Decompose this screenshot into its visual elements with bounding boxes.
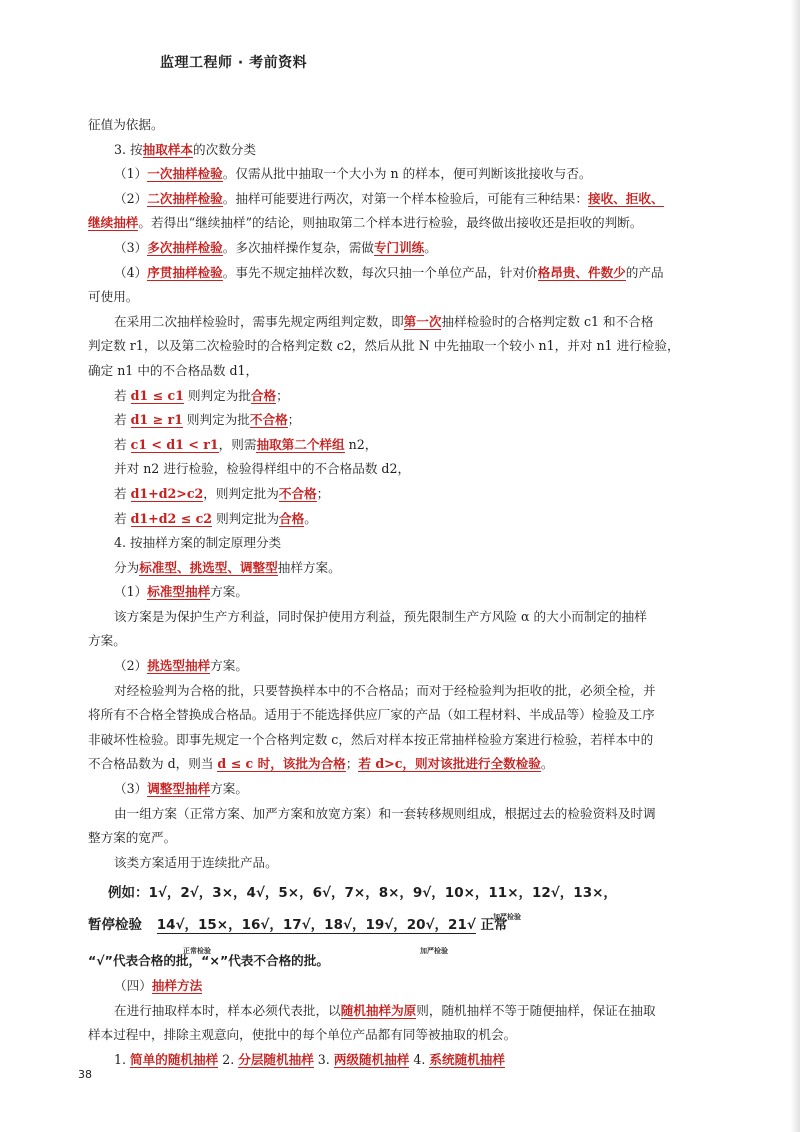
rule-line: 若 d1 ≥ r1 则判定为批不合格； <box>114 412 301 428</box>
text-line: 对经检验判为合格的批，只要替换样本中的不合格品；而对于经检验判为拒收的批，必须全检，并 <box>114 682 656 698</box>
rule-line: 若 c1 < d1 < r1，则需抽取第二个样组 n2， <box>114 436 378 452</box>
text-line: （4）序贯抽样检验。事先不规定抽样次数，每次只抽一个单位产品，针对价格昂贵、件数少的产品 <box>114 264 664 280</box>
text-line: 确定 n1 中的不合格品数 d1， <box>88 362 259 378</box>
suspend-label: 暂停检验 <box>88 917 142 934</box>
text-line: 由一组方案（正常方案、加严方案和放宽方案）和一套转移规则组成，根据过去的检验资料及时调 <box>114 805 656 821</box>
text-line: 该方案是为保护生产方利益，同时保护使用方利益，预先限制生产方风险 α 的大小而制定的抽样 <box>114 608 647 624</box>
text-line: 将所有不合格全替换成合格品。适用于不能选择供应厂家的产品（如工程材料、半成品等）检验及工序 <box>88 707 655 723</box>
text-line: 征值为依据。 <box>88 117 164 132</box>
example-line-2 <box>88 913 508 938</box>
rule-line: 若 d1 ≤ c1 则判定为批合格； <box>114 387 289 403</box>
text-line: 非破坏性检验。即事先规定一个合格判定数 c，然后对样本按正常抽样检验方案进行检验，若样本中的 <box>88 731 654 747</box>
document-body <box>88 113 718 1072</box>
text-line: 不合格品数为 d，则当 d ≤ c 时，该批为合格；若 d>c，则对该批进行全数检验。 <box>88 756 554 772</box>
rule-line: 若 d1+d2>c2，则判定批为不合格； <box>114 485 330 501</box>
text-line: 分为标准型、挑选型、调整型抽样方案。 <box>114 559 341 575</box>
text-line: （3）多次抽样检验。多次抽样操作复杂，需做专门训练。 <box>114 239 437 255</box>
section-heading: 3. 按抽取样本的次数分类 <box>114 141 256 157</box>
text-line: 方案。 <box>88 633 126 649</box>
note-tightened-1: 加严检验 <box>493 913 521 922</box>
page-header: 监理工程师 · 考前资料 <box>160 55 308 71</box>
text-line: 在采用二次抽样检验时，需事先规定两组判定数，即第一次抽样检验时的合格判定数 c1 和不合格 <box>114 313 654 329</box>
rule-line: 若 d1+d2 ≤ c2 则判定批为合格。 <box>114 510 317 526</box>
text-line: （3）调整型抽样方案。 <box>114 781 248 797</box>
text-line: 可使用。 <box>88 289 139 305</box>
text-line: （1）标准型抽样方案。 <box>114 584 248 600</box>
page-edge-shadow <box>790 0 800 1132</box>
section-heading: （四）抽样方法 <box>114 978 203 993</box>
text-line: （2）挑选型抽样方案。 <box>114 658 248 674</box>
text-line: 该类方案适用于连续批产品。 <box>114 854 278 870</box>
text-line: 样本过程中，排除主观意向，使批中的每个单位产品都有同等被抽取的机会。 <box>88 1027 517 1043</box>
example-block <box>88 875 718 956</box>
sequence-underlined: 14√，15×，16√，17√，18√，19√，20√，21√ <box>156 917 476 934</box>
note-tightened-2: 加严检验 <box>420 947 448 956</box>
note-normal: 正常检验 <box>183 947 211 956</box>
legend-line: “√”代表合格的批，“×”代表不合格的批。 <box>88 953 329 969</box>
text-line: （2）二次抽样检验。抽样可能要进行两次，对第一个样本检验后，可能有三种结果：接收、拒收、 <box>114 190 664 206</box>
text-line: （1）一次抽样检验。仅需从批中抽取一个大小为 n 的样本，便可判断该批接收与否。 <box>114 166 592 182</box>
text-line: 判定数 r1，以及第二次检验时的合格判定数 c2，然后从批 N 中先抽取一个较小 n1，并对 n1 进行检验， <box>88 338 680 354</box>
method-list: 1. 简单的随机抽样 2. 分层随机抽样 3. 两级随机抽样 4. 系统随机抽样 <box>114 1051 505 1067</box>
text-line: 整方案的宽严。 <box>88 830 177 846</box>
text-line: 在进行抽取样本时，样本必须代表批，以随机抽样为原则，随机抽样不等于随便抽样，保证在抽取 <box>114 1002 656 1018</box>
page-number: 38 <box>78 1068 92 1081</box>
example-line-1: 例如：1√，2√，3×，4√，5×，6√，7×，8×，9√，10×，11×，12√，13×， <box>108 885 617 902</box>
normal-label: 正常 <box>480 917 508 934</box>
section-heading: 4. 按抽样方案的制定原理分类 <box>114 535 282 551</box>
text-line: 继续抽样。若得出“继续抽样”的结论，则抽取第二个样本进行检验，最终做出接收还是拒收的判断。 <box>88 215 643 231</box>
text-line: 并对 n2 进行检验，检验得样组中的不合格品数 d2， <box>114 461 411 477</box>
